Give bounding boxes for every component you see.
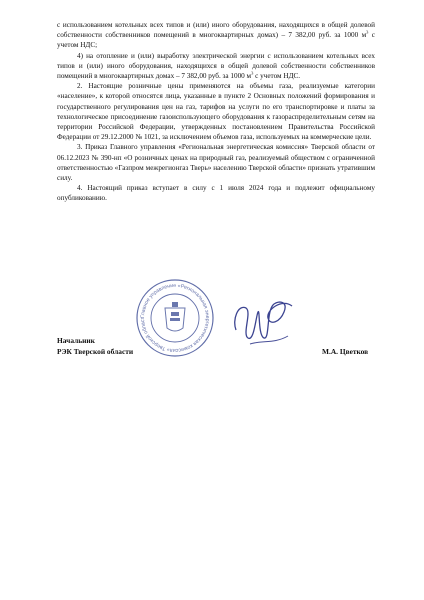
paragraph-4: 3. Приказ Главного управления «Региональная энергетическая комиссия» Тверской области от 06.12.2023 № 390-нп «О розничных ценах на природный газ, реализуемый обществом с ограниченной ответственностью «Газпром межрегионгаз Тверь» населению Тверской области» признать утратившим силу.	[57, 143, 375, 183]
paragraph-1: с использованием котельных всех типов и (или) иного оборудования, находящихся в общей долевой собственности собственников помещений в многоквартирных домах) – 7 382,00 руб. за 1000 $м^3$ с учетом НДС;	[57, 21, 375, 50]
signatory-title-line-1: Начальник	[57, 336, 95, 345]
seal-ring-text: Главное управление «Региональная энергетическая комиссия» Тверской област	[139, 282, 211, 354]
paragraph-5: 4. Настоящий приказ вступает в силу с 1 июля 2024 года и подлежит официальному опубликованию.	[57, 184, 375, 203]
paragraph-3: 2. Настоящие розничные цены применяются на объемы газа, реализуемые категории «население», к которой относятся лица, указанные в пункте 2 Основных положений формирования и государственного регулирования цен на газ, тарифов на услуги по его транспортировке и платы за технологическое присоединение газоиспользующего оборудования к газораспределительным сетям на территории Российской Федерации, утвержденных постановлением Правительства Российской Федерации от 29.12.2000 № 1021, за исключением объемов газа, используемых на коммерческие цели.	[57, 82, 375, 142]
document-body	[57, 20, 375, 204]
handwritten-signature	[222, 282, 312, 362]
signatory-title	[57, 335, 133, 357]
signatory-name: М.А. Цветков	[322, 347, 369, 356]
signatory-title-line-2: РЭК Тверской области	[57, 347, 134, 356]
paragraph-2: 4) на отопление и (или) выработку электрической энергии с использованием котельных всех типов и (или) иного оборудования, находящихся в общей долевой собственности собственников помещений в многоквартирных домах – 7 382,00 руб. за 1000 $м^3$ с учетом НДС.	[57, 51, 375, 81]
official-seal-icon	[135, 278, 215, 358]
